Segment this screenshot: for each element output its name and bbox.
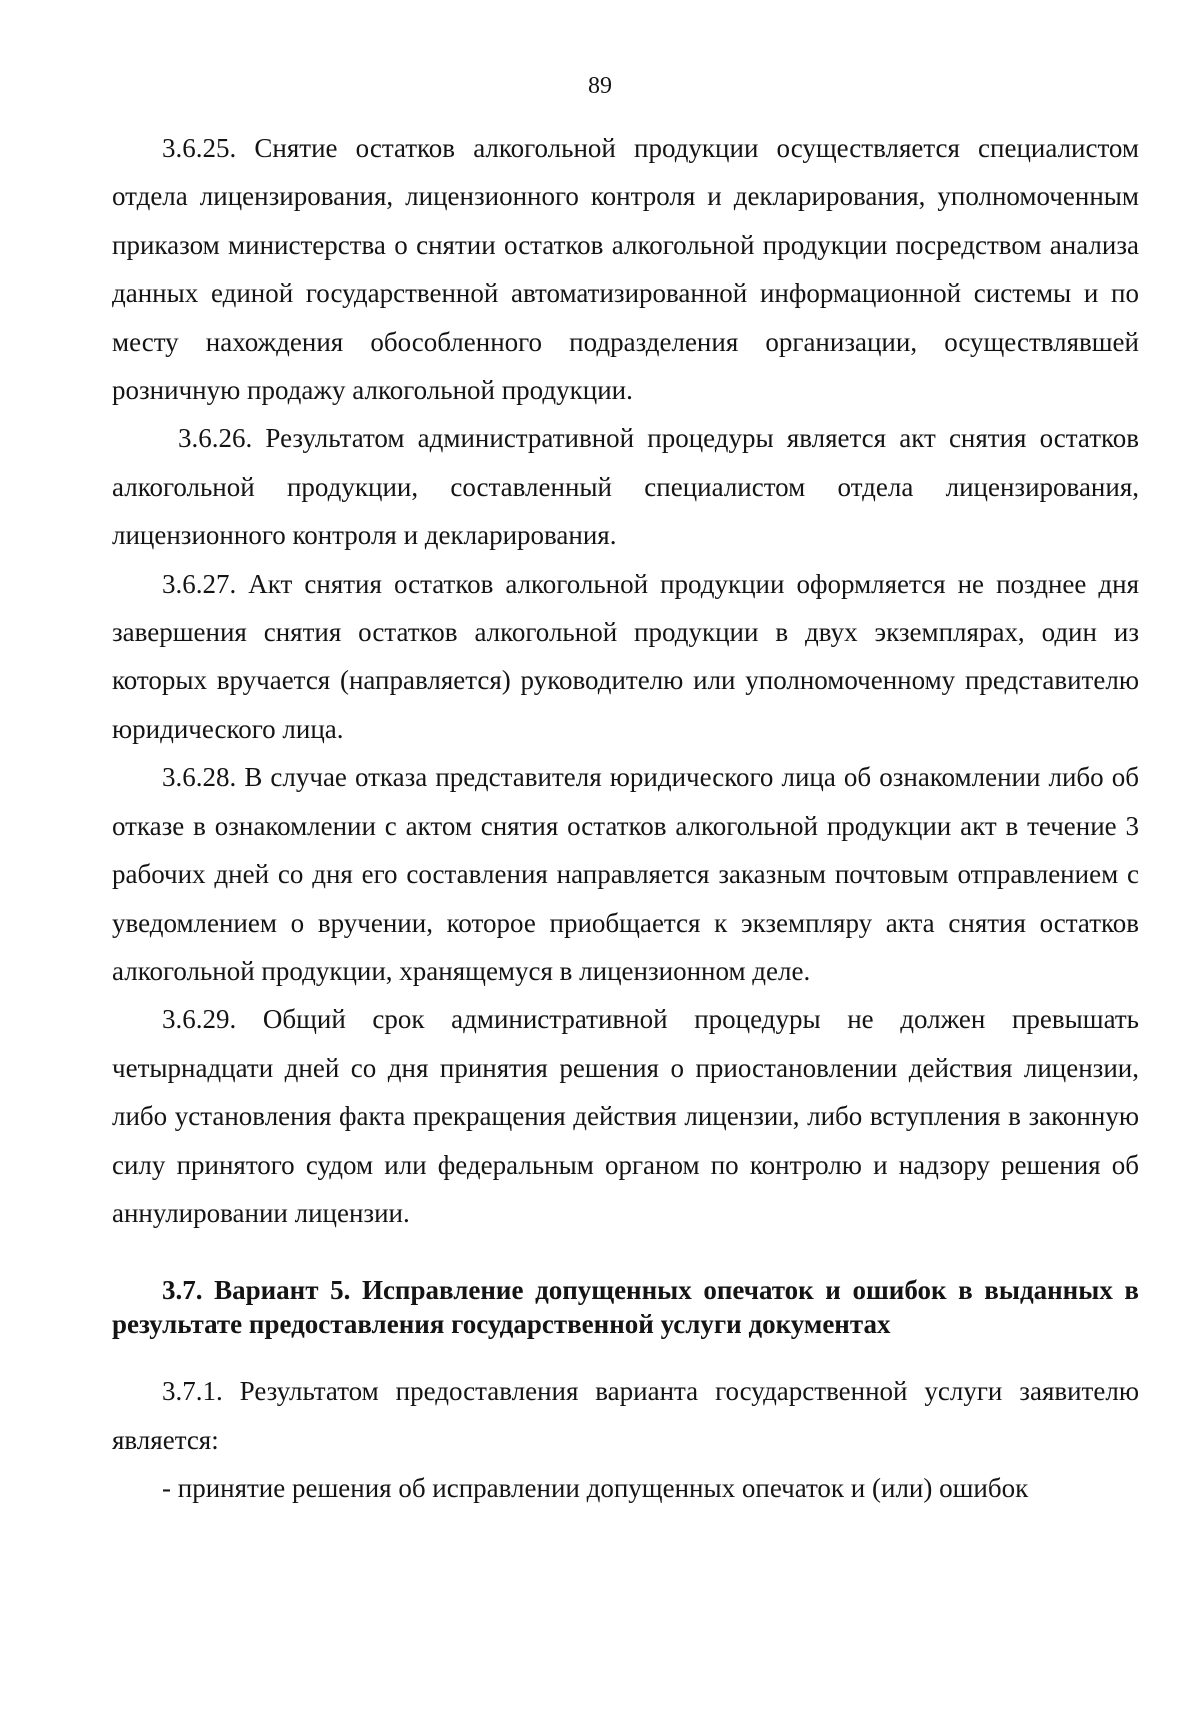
paragraph-3-6-27: 3.6.27. Акт снятия остатков алкогольной продукции оформляется не позднее дня завершения снятия остатков алкогольной продукции в двух экземплярах, один из которых вручается (направляется) руководителю или уполномоченному представителю юридического лица.: [112, 568, 1139, 744]
section-heading-3-7: 3.7. Вариант 5. Исправление допущенных опечаток и ошибок в выданных в результате предоставления государственной услуги документах: [112, 1275, 1139, 1340]
page-number: 89: [588, 73, 612, 99]
paragraph-3-6-25: 3.6.25. Снятие остатков алкогольной продукции осуществляется специалистом отдела лицензирования, лицензионного контроля и декларирования, уполномоченным приказом министерства о снятии остатков алкогольной продукции посредством анализа данных единой государственной автоматизированной информационной системы и по месту нахождения обособленного подразделения организации, осуществлявшей розничную продажу алкогольной продукции.: [112, 133, 1139, 406]
paragraph-3-6-29: 3.6.29. Общий срок административной процедуры не должен превышать четырнадцати дней со дня принятия решения о приостановлении действия лицензии, либо установления факта прекращения действия лицензии, либо вступления в законную силу принятого судом или федеральным органом по контролю и надзору решения об аннулировании лицензии.: [112, 1004, 1139, 1228]
document-body: [112, 124, 1139, 1513]
list-item: - принятие решения об исправлении допущенных опечаток и (или) ошибок: [162, 1473, 1029, 1504]
paragraph-3-6-28: 3.6.28. В случае отказа представителя юридического лица об ознакомлении либо об отказе в ознакомлении с актом снятия остатков алкогольной продукции акт в течение 3 рабочих дней со дня его составления направляется заказным почтовым отправлением с уведомлением о вручении, которое приобщается к экземпляру акта снятия остатков алкогольной продукции, хранящемуся в лицензионном деле.: [112, 762, 1139, 986]
paragraph-3-7-1: 3.7.1. Результатом предоставления варианта государственной услуги заявителю является:: [112, 1376, 1139, 1455]
paragraph-3-6-26: 3.6.26. Результатом административной процедуры является акт снятия остатков алкогольной продукции, составленный специалистом отдела лицензирования, лицензионного контроля и декларирования.: [112, 423, 1139, 551]
